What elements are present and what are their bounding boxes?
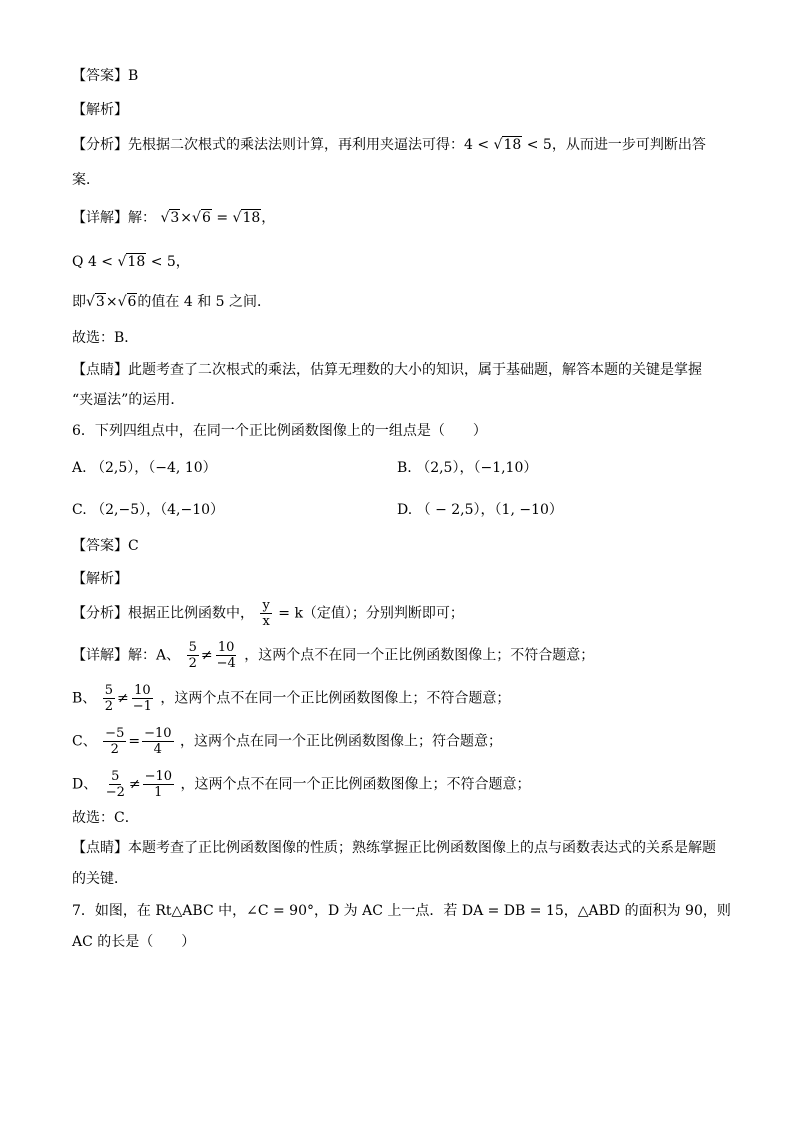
detail-tag: 【详解】 — [72, 647, 128, 664]
fraction: $\frac{-10}{4}$ — [144, 726, 172, 757]
q6-detail-row-c: C、 $\frac{-5}{2}$ = $\frac{-10}{4}$ ，这两个点在同一个正比例函数图像上；符合题意； — [72, 726, 502, 757]
q6-question: 6．下列四组点中，在同一个正比例函数图像上的一组点是（ ） — [72, 423, 487, 439]
fraction: $\frac{-5}{2}$ — [105, 726, 125, 757]
q6-option-c: C. （2,−5），（4,−10） — [72, 502, 225, 518]
q5-comment-cont: “夹逼法”的运用． — [72, 392, 185, 408]
q5-fenxi-line — [72, 135, 706, 155]
fraction: $\frac{10}{-1}$ — [132, 683, 152, 714]
fenxi-tail: < 5，从而进一步可判断出答 — [526, 137, 706, 153]
q6-comment-line: 【点睛】本题考查了正比例函数图像的性质；熟练掌握正比例函数图像上的点与函数表达式的关系是解题 — [72, 840, 716, 856]
q6-comment-cont: 的关键． — [72, 871, 128, 887]
q6-option-a: A. （2,5），（−4, 10） — [72, 460, 217, 476]
detail-tag: 【详解】 — [72, 210, 128, 226]
q6-detail-row-d: D、 $\frac{5}{-2}$ ≠ $\frac{-10}{1}$ ，这两个点不在同一个正比例函数图像上；不符合题意； — [72, 769, 531, 800]
q6-analysis-line — [72, 569, 128, 589]
q5-inequality-line: Q 4 < √18 < 5， — [72, 254, 190, 270]
answer-value: B — [128, 68, 139, 84]
q5-detail-line: 【详解】解： √3×√6 = √18， — [72, 210, 276, 226]
sqrt-expression: √6 — [117, 294, 137, 310]
fraction: $\frac{y}{x}$ — [262, 598, 270, 629]
answer-value: C — [128, 538, 139, 554]
fraction: $\frac{5}{2}$ — [104, 683, 114, 714]
q5-fenxi-cont: 案． — [72, 172, 100, 188]
answer-tag: 【答案】 — [72, 538, 128, 554]
q7-question-line2: AC 的长是（ ） — [72, 934, 196, 950]
comment-tag: 【点睛】 — [72, 840, 128, 856]
sqrt-expression: √6 — [192, 210, 211, 226]
q5-choice-line: 故选：B． — [72, 330, 139, 346]
q5-answer-line — [72, 66, 138, 86]
answer-tag: 【答案】 — [72, 68, 128, 84]
q5-comment-line: 【点睛】此题考查了二次根式的乘法，估算无理数的大小的知识，属于基础题，解答本题的关键是掌握 — [72, 362, 702, 378]
q5-conclusion-line: 即√3×√6的值在 4 和 5 之间． — [72, 294, 272, 310]
q6-fenxi-line: 【分析】根据正比例函数中， $\frac{y}{x}$ = k（定值）；分别判断即可； — [72, 598, 464, 629]
sqrt-expression: √3 — [86, 294, 105, 310]
analysis-tag: 【解析】 — [72, 571, 128, 587]
comment-tag: 【点睛】 — [72, 362, 128, 378]
fenxi-tag: 【分析】 — [72, 605, 128, 622]
q6-option-d: D. （ − 2,5），（1, −10） — [397, 502, 563, 518]
q6-detail-row-b: B、 $\frac{5}{2}$ ≠ $\frac{10}{-1}$ ，这两个点不在同一个正比例函数图像上；不符合题意； — [72, 683, 511, 714]
fraction: $\frac{5}{-2}$ — [105, 769, 125, 800]
sqrt-expression: √18 — [232, 210, 261, 226]
fenxi-text: 先根据二次根式的乘法法则计算，再利用夹逼法可得：4 < — [128, 137, 490, 153]
sqrt-expression: √3 — [160, 210, 180, 226]
q6-choice-line: 故选：C． — [72, 810, 139, 826]
analysis-tag: 【解析】 — [72, 102, 128, 118]
fraction: $\frac{10}{-4}$ — [216, 640, 236, 671]
q6-detail-row-a: 【详解】解：A、 $\frac{5}{2}$ ≠ $\frac{10}{-4}$ ，这两个点不在同一个正比例函数图像上；不符合题意； — [72, 640, 595, 671]
q6-option-b: B. （2,5），（−1,10） — [397, 460, 538, 476]
fraction: $\frac{-10}{1}$ — [144, 769, 173, 800]
q7-question-line1: 7．如图，在 Rt△ABC 中，∠C = 90°，D 为 AC 上一点．若 DA = DB = 15，△ABD 的面积为 90，则 — [72, 903, 731, 919]
sqrt-expression: √18 — [117, 254, 146, 270]
q5-analysis-line — [72, 100, 128, 120]
therefore-symbol: Q — [72, 254, 84, 270]
fraction: $\frac{5}{2}$ — [188, 640, 197, 671]
fenxi-tag: 【分析】 — [72, 137, 128, 153]
sqrt-expression: √18 — [493, 137, 522, 153]
q6-answer-line — [72, 536, 139, 556]
